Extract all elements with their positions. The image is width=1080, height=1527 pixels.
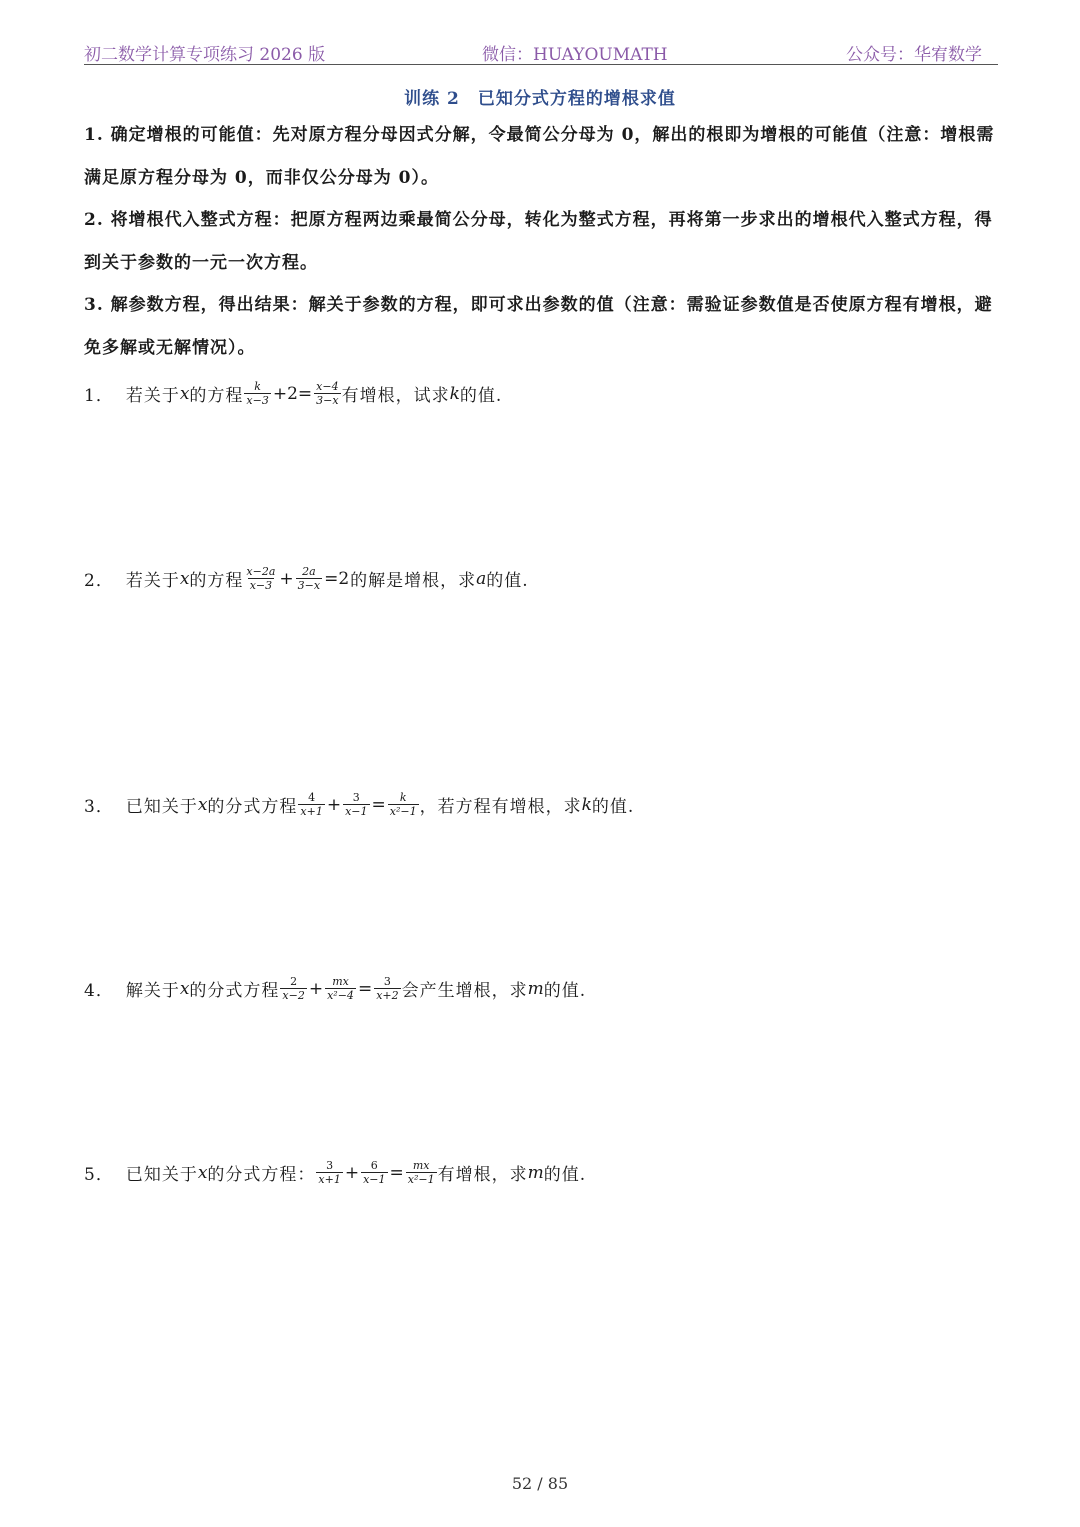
fraction-denominator: x²−4 [327, 989, 354, 1002]
fraction-numerator: 2a [302, 565, 316, 578]
fraction-numerator: 3 [383, 975, 391, 988]
variable: x [179, 383, 190, 404]
question-text: 已知关于 [125, 797, 198, 817]
fraction-denominator: x−1 [345, 805, 368, 818]
fraction [280, 975, 306, 1002]
rule-3: 3. 解参数方程，得出结果：解关于参数的方程，即可求出参数的值（注意：需验证参数值是否使原方程有增根，避免多解或无解情况）。 [84, 295, 993, 358]
question-text: 的方程 [189, 571, 244, 591]
question-text: 有增根，试求 [341, 386, 450, 406]
variable: x [179, 568, 190, 589]
fraction-denominator: x−3 [246, 394, 269, 407]
question-text: 的值. [486, 571, 529, 591]
rule-1: 1. 确定增根的可能值：先对原方程分母因式分解，令最简公分母为 0，解出的根即为增根的可能值（注意：增根需满足原方程分母为 0，而非仅公分母为 0）。 [84, 125, 995, 188]
fraction-denominator: 3−x [316, 394, 339, 407]
variable: x [197, 1162, 208, 1183]
fraction-denominator: x²−1 [389, 805, 417, 818]
rule-2: 2. 将增根代入整式方程：把原方程两边乘最简公分母，转化为整式方程，再将第一步求出的增根代入整式方程，得到关于参数的一元一次方程。 [84, 210, 993, 273]
header-wechat: 微信：HUAYOUMATH [482, 45, 668, 65]
fraction-denominator: x−2 [282, 989, 305, 1002]
fraction [361, 1159, 387, 1186]
fraction-numerator: k [254, 380, 261, 393]
question-number: 5． [84, 1165, 114, 1185]
question-3 [84, 791, 634, 818]
fraction-numerator: k [399, 791, 407, 804]
question-text: 的值. [591, 797, 635, 817]
fraction-numerator: 4 [308, 791, 316, 804]
parameter: a [476, 568, 487, 589]
fraction [244, 380, 270, 407]
fraction [314, 380, 340, 407]
page-number: 52 / 85 [511, 1474, 569, 1493]
question-text: 的值. [543, 1165, 587, 1185]
question-text: 的解是增根，求 [350, 571, 477, 591]
question-5 [84, 1159, 586, 1186]
fraction-numerator: mx [332, 975, 349, 988]
fraction [406, 1159, 437, 1186]
operator: + [344, 1162, 360, 1183]
fraction-denominator: x−3 [249, 579, 273, 592]
question-text: 会产生增根，求 [401, 981, 528, 1001]
question-number: 3． [84, 797, 114, 817]
fraction-numerator: 6 [370, 1159, 378, 1172]
header-book-title: 初二数学计算专项练习 2026 版 [84, 45, 326, 65]
header-public-account: 公众号：华宥数学 [846, 45, 982, 65]
fraction-numerator: x−4 [316, 380, 339, 393]
variable: x [179, 978, 190, 999]
page-header [84, 38, 998, 65]
fraction-denominator: x+1 [300, 805, 323, 818]
fraction-denominator: x+2 [376, 989, 399, 1002]
parameter: k [581, 794, 592, 815]
fraction-numerator: 3 [326, 1159, 334, 1172]
question-number: 4． [84, 981, 114, 1001]
fraction-denominator: x−1 [363, 1173, 386, 1186]
fraction [374, 975, 400, 1002]
parameter: m [527, 978, 544, 999]
variable: x [197, 794, 208, 815]
fraction [325, 975, 356, 1002]
fraction-denominator: x²−1 [407, 1173, 435, 1186]
fraction [244, 565, 277, 592]
fraction-numerator: 2 [290, 975, 298, 988]
question-1 [84, 380, 502, 407]
fraction [343, 791, 369, 818]
fraction-denominator: x+1 [318, 1173, 341, 1186]
section-title: 训练 2 已知分式方程的增根求值 [404, 89, 676, 109]
fraction-numerator: 3 [352, 791, 360, 804]
operator: =2 [324, 568, 350, 589]
fraction [298, 791, 324, 818]
operator: +2= [272, 383, 313, 404]
question-4 [84, 975, 586, 1002]
operator: + [326, 794, 342, 815]
operator: + [308, 978, 324, 999]
question-text: 若关于 [125, 571, 180, 591]
question-text: 的分式方程 [207, 797, 298, 817]
fraction-denominator: 3−x [297, 579, 321, 592]
fraction-numerator: mx [412, 1159, 430, 1172]
fraction-numerator: x−2a [246, 565, 276, 578]
question-text: 的方程 [189, 386, 244, 406]
question-text: 的分式方程： [207, 1165, 316, 1185]
question-number: 2． [84, 571, 114, 591]
fraction [316, 1159, 342, 1186]
question-text: 的值. [543, 981, 587, 1001]
question-text: 的分式方程 [189, 981, 280, 1001]
operator: = [371, 794, 386, 815]
operator: = [357, 978, 373, 999]
parameter: k [449, 383, 460, 404]
question-text: 若关于 [125, 386, 180, 406]
question-text: 的值. [459, 386, 503, 406]
question-text: ，若方程有增根，求 [419, 797, 582, 817]
fraction [388, 791, 419, 818]
question-text: 已知关于 [125, 1165, 198, 1185]
question-number: 1． [84, 386, 114, 406]
question-text: 有增根，求 [437, 1165, 528, 1185]
operator: + [279, 568, 294, 589]
parameter: m [527, 1162, 544, 1183]
operator: = [389, 1162, 404, 1183]
fraction [296, 565, 322, 592]
question-2 [84, 565, 529, 592]
question-text: 解关于 [125, 981, 180, 1001]
